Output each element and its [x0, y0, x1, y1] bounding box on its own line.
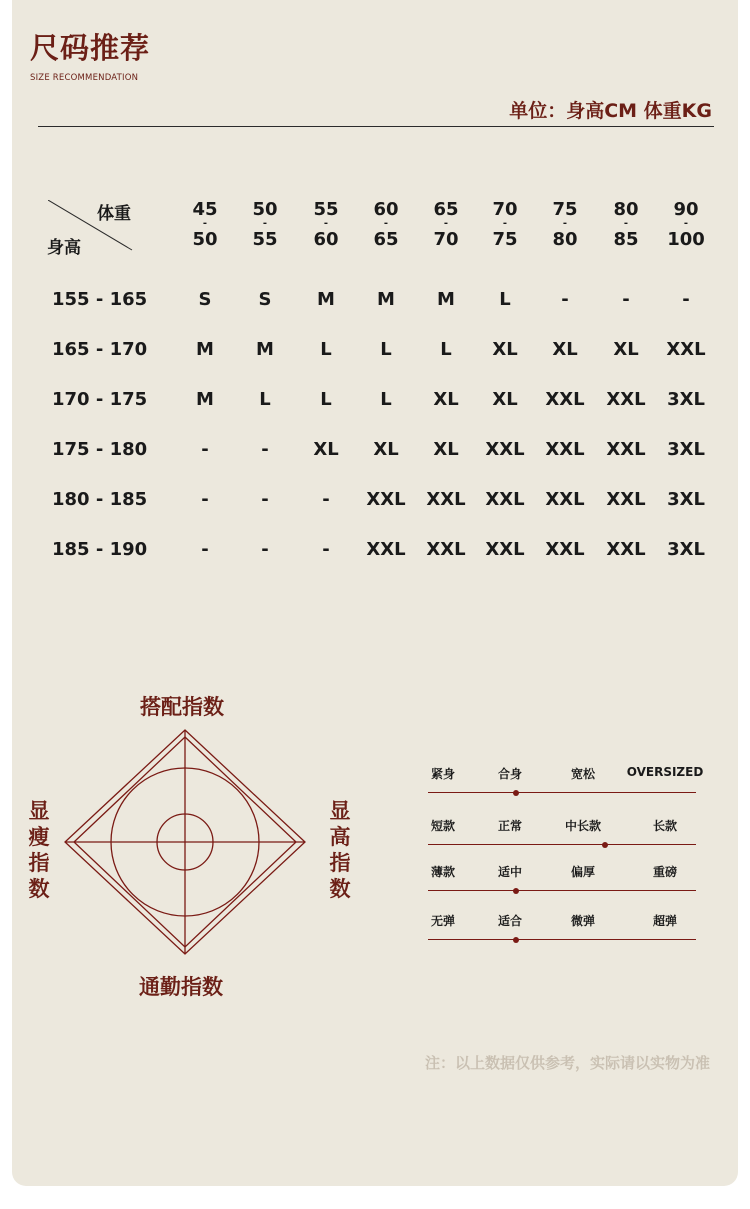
weight-column-bottom: 100	[667, 229, 705, 250]
index-right-label	[327, 798, 353, 902]
size-cell: L	[440, 339, 452, 360]
height-range-label: 155 - 165	[52, 289, 148, 310]
size-cell: -	[682, 289, 690, 310]
weight-column-8	[656, 201, 716, 249]
size-cell: -	[201, 489, 209, 510]
fit-scale-label: 短款	[430, 819, 456, 833]
size-cell: XL	[613, 339, 639, 360]
size-cell: -	[322, 489, 330, 510]
weight-column-bottom: 75	[492, 229, 518, 250]
size-cell: XXL	[366, 489, 406, 510]
weight-column-top: 70	[492, 199, 518, 220]
size-cell: XXL	[545, 489, 585, 510]
size-cell: XL	[313, 439, 339, 460]
size-cell: M	[377, 289, 395, 310]
height-range-label: 185 - 190	[52, 539, 148, 560]
weight-range-dash: -	[383, 218, 389, 229]
weight-column-5	[475, 201, 535, 249]
size-cell: 3XL	[667, 439, 705, 460]
weight-column-3	[356, 201, 416, 249]
index-right-char: 高	[329, 825, 351, 849]
fit-scale-label: OVERSIZED	[626, 765, 704, 779]
fit-scale-label: 适合	[497, 914, 523, 928]
fit-scale-labels	[428, 765, 704, 785]
fit-scale-labels	[428, 817, 696, 837]
weight-range-dash: -	[562, 218, 568, 229]
size-cell: XL	[373, 439, 399, 460]
fit-scale-row	[428, 912, 696, 932]
weight-header: 体重	[97, 204, 131, 224]
fit-scale-label: 紧身	[430, 767, 456, 781]
index-left-char: 指	[28, 851, 50, 875]
weight-column-2	[296, 201, 356, 249]
index-top-label: 搭配指数	[140, 695, 224, 719]
size-cell: -	[322, 539, 330, 560]
size-cell: M	[317, 289, 335, 310]
size-cell: -	[261, 489, 269, 510]
size-cell: L	[380, 339, 392, 360]
size-cell: S	[198, 289, 212, 310]
fit-scale-marker	[602, 842, 608, 848]
weight-range-dash: -	[623, 218, 629, 229]
size-cell: XL	[492, 339, 518, 360]
size-cell: M	[196, 389, 214, 410]
fit-scale-label: 适中	[497, 865, 523, 879]
size-cell: 3XL	[667, 489, 705, 510]
disclaimer-note: 注：以上数据仅供参考，实际请以实物为准	[424, 1054, 710, 1072]
size-cell: -	[622, 289, 630, 310]
size-cell: -	[201, 539, 209, 560]
size-cell: XXL	[606, 439, 646, 460]
fit-scale-line	[428, 844, 696, 845]
weight-column-7	[596, 201, 656, 249]
index-right-char: 数	[329, 877, 351, 901]
index-right-char: 指	[329, 851, 351, 875]
fit-scale-label: 宽松	[570, 767, 596, 781]
size-cell: XXL	[426, 539, 466, 560]
size-cell: -	[561, 289, 569, 310]
size-cell: XXL	[606, 489, 646, 510]
index-left-char: 数	[28, 877, 50, 901]
weight-range-dash: -	[683, 218, 689, 229]
index-left-char: 显	[28, 799, 50, 823]
fit-scale-marker	[513, 937, 519, 943]
index-right-char: 显	[329, 799, 351, 823]
weight-column-bottom: 65	[373, 229, 399, 250]
size-cell: M	[256, 339, 274, 360]
height-range-label: 180 - 185	[52, 489, 148, 510]
size-cell: XXL	[485, 489, 525, 510]
fit-scale-label: 正常	[497, 819, 523, 833]
size-cell: S	[258, 289, 272, 310]
fit-scale-label: 重磅	[652, 865, 678, 879]
size-cell: L	[499, 289, 511, 310]
weight-column-6	[535, 201, 595, 249]
size-cell: XL	[552, 339, 578, 360]
header-divider	[38, 126, 714, 127]
size-cell: XXL	[666, 339, 706, 360]
fit-scale-label: 薄款	[430, 865, 456, 879]
fit-scale-row	[428, 765, 704, 785]
weight-column-bottom: 85	[613, 229, 639, 250]
fit-scale-marker	[513, 790, 519, 796]
weight-column-bottom: 70	[433, 229, 459, 250]
weight-column-1	[235, 201, 295, 249]
size-cell: L	[320, 339, 332, 360]
size-cell: L	[259, 389, 271, 410]
height-range-label: 165 - 170	[52, 339, 148, 360]
size-cell: XXL	[426, 489, 466, 510]
weight-column-top: 80	[613, 199, 639, 220]
fit-scale-label: 无弹	[430, 914, 456, 928]
fit-scale-line	[428, 890, 696, 891]
size-cell: -	[261, 439, 269, 460]
weight-column-bottom: 80	[552, 229, 578, 250]
fit-scale-line	[428, 939, 696, 940]
weight-column-4	[416, 201, 476, 249]
fit-scale-labels	[428, 863, 696, 883]
weight-column-bottom: 50	[192, 229, 218, 250]
weight-range-dash: -	[502, 218, 508, 229]
size-card	[12, 0, 738, 1186]
height-range-label: 170 - 175	[52, 389, 148, 410]
index-bottom-label: 通勤指数	[139, 975, 223, 999]
size-cell: XL	[492, 389, 518, 410]
weight-column-bottom: 60	[313, 229, 339, 250]
fit-scale-row	[428, 863, 696, 883]
size-cell: XXL	[485, 539, 525, 560]
fit-scale-label: 偏厚	[570, 865, 596, 879]
unit-label: 单位：身高CM 体重KG	[509, 100, 712, 122]
weight-range-dash: -	[443, 218, 449, 229]
index-left-label	[26, 798, 52, 902]
weight-range-dash: -	[262, 218, 268, 229]
size-cell: L	[320, 389, 332, 410]
weight-range-dash: -	[202, 218, 208, 229]
size-cell: -	[201, 439, 209, 460]
weight-column-top: 65	[433, 199, 459, 220]
weight-column-top: 90	[673, 199, 699, 220]
size-cell: XL	[433, 389, 459, 410]
size-cell: 3XL	[667, 539, 705, 560]
size-cell: 3XL	[667, 389, 705, 410]
size-cell: XXL	[485, 439, 525, 460]
fit-scale-row	[428, 817, 696, 837]
size-cell: L	[380, 389, 392, 410]
weight-column-top: 50	[252, 199, 278, 220]
weight-column-top: 55	[313, 199, 339, 220]
size-cell: XXL	[545, 389, 585, 410]
size-cell: -	[261, 539, 269, 560]
fit-scale-marker	[513, 888, 519, 894]
fit-scale-labels	[428, 912, 696, 932]
fit-scale-label: 超弹	[652, 914, 678, 928]
height-header: 身高	[47, 238, 81, 258]
fit-scale-label: 微弹	[570, 914, 596, 928]
size-cell: XXL	[606, 539, 646, 560]
fit-scale-label: 合身	[497, 767, 523, 781]
weight-column-0	[175, 201, 235, 249]
fit-scale-label: 中长款	[564, 819, 602, 833]
weight-range-dash: -	[323, 218, 329, 229]
size-cell: XXL	[606, 389, 646, 410]
weight-column-top: 75	[552, 199, 578, 220]
fit-scale-label: 长款	[652, 819, 678, 833]
height-range-label: 175 - 180	[52, 439, 148, 460]
index-diagram	[60, 725, 310, 960]
index-left-char: 瘦	[28, 825, 50, 849]
weight-column-bottom: 55	[252, 229, 278, 250]
size-cell: XXL	[545, 439, 585, 460]
page-subtitle: SIZE RECOMMENDATION	[30, 73, 139, 83]
size-cell: XXL	[366, 539, 406, 560]
fit-scale-line	[428, 792, 696, 793]
size-cell: M	[437, 289, 455, 310]
weight-column-top: 45	[192, 199, 218, 220]
size-cell: M	[196, 339, 214, 360]
page-title: 尺码推荐	[30, 31, 151, 65]
size-cell: XXL	[545, 539, 585, 560]
weight-column-top: 60	[373, 199, 399, 220]
size-cell: XL	[433, 439, 459, 460]
